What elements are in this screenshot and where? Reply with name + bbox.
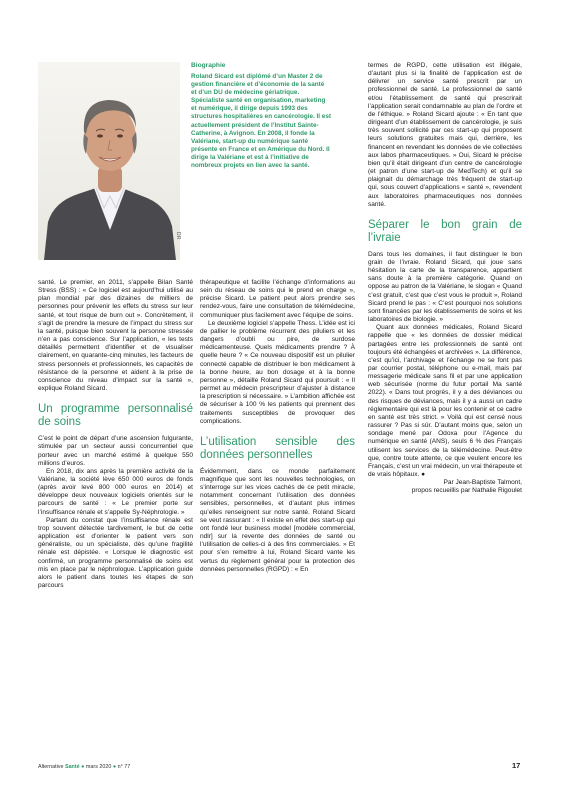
footer-magazine-brand: Santé bbox=[64, 764, 80, 770]
section-heading-donnees: L’utilisation sensible des données personnelles bbox=[200, 435, 355, 461]
footer-magazine bbox=[38, 764, 130, 770]
middle-paragraph-3: Évidemment, dans ce monde parfaitement magnifique que sont les nouvelles technologies, on s’interroge sur les vices cachés de ce petit miracle, notamment concernant l’utilisation des données sensibles, personnelles, et d’autant plus intimes qu’elles renseignent sur notre santé. Roland Sicard se veut rassurant : « Il existe en effet des start-up qui ont fondé leur business model [modèle commercial, ndlr] sur la revente des données de santé ou l’utilisation de celles-ci à des fins commerciales. » Et pour s’en remettre à lui, Roland Sicard vante les vertus du règlement général pour la protection des données personnelles (RGPD) : « En bbox=[200, 467, 355, 573]
right-paragraph-2: Dans tous les domaines, il faut distinguer le bon grain de l’ivraie. Roland Sicard, qui joue sans hésitation la carte de la transparence, appartient sans doute à la première catégorie. Quand on oppose au patron de la Valériane, le slogan « Quand c’est gratuit, c’est que c’est vous le produit », Roland Sicard prend le pas : « C’est pourquoi nos solutions sont financées par les établissements de soins et les laboratoires de biologie. » bbox=[368, 250, 522, 324]
footer-number: n° 77 bbox=[117, 764, 131, 770]
biography-title: Biographie bbox=[191, 62, 226, 69]
left-column bbox=[38, 279, 193, 590]
portrait-photo bbox=[38, 62, 180, 260]
page-number: 17 bbox=[512, 761, 521, 770]
footer-separator-icon: ● bbox=[81, 764, 85, 770]
right-column bbox=[368, 62, 522, 496]
biography-text: Roland Sicard est diplômé d’un Master 2 de gestion financière et d’économie de la santé et d’un DU de médecine gériatrique. Spécialiste santé en organisation, marketing et numérique, il dirige depuis 1993 des structures hospitalières en cancérologie. Il est actuellement président de l’Institut Sainte-Catherine, à Avignon. En 2008, il fonde la Valériane, start-up du numérique santé présente en France et en Amérique du Nord. Il dirige la Valériane et est à l’initiative de nombreux projets en lien avec la santé. bbox=[191, 73, 331, 170]
section-heading-programme: Un programme personnalisé de soins bbox=[38, 403, 193, 429]
middle-column bbox=[200, 279, 355, 574]
middle-paragraph-1: thérapeutique et facilite l’échange d’informations au sein du réseau de soins qui le prend en charge », précise Sicard. Le patient peut alors prendre ses rendez-vous, faire une consultation de télémédecine, communiquer plus facilement avec l’équipe de soins. bbox=[200, 279, 355, 319]
middle-paragraph-2: Le deuxième logiciel s’appelle Thess. L’idée est ici de pallier le problème récurrent des piluliers et les dangers d’oubli ou pire, de surdose médicamenteuse. Quels médicaments prendre ? À quelle heure ? « Ce nouveau dispositif est un pilulier connecté capable de distribuer le bon médicament à la bonne heure, au bon dosage et à la bonne personne », détaille Roland Sicard qui poursuit : « Il permet au médecin prescripteur d’ajuster à distance la prescription si nécessaire. » L’ambition affichée est de sécuriser à 100 % les patients qui prennent des traitements susceptibles de provoquer des complications. bbox=[200, 319, 355, 425]
signature-line-2: propos recueillis par Nathalie Rigoulet bbox=[411, 487, 522, 495]
footer-separator-icon: ● bbox=[112, 764, 117, 770]
right-paragraph-1: termes de RGPD, cette utilisation est illégale, d’autant plus si la finalité de l’application est de délivrer un service santé prescrit par un professionnel de santé. Le professionnel de santé et/ou l’établissement de santé qui prescrirait l’application serait condamnable au plan de l’ordre et de l’éthique. » Roland Sicard ajoute : « En tant que dirigeant d’un établissement de cancérologie, je suis très souvent sollicité par ces start-up qui proposent leurs solutions gratuites mais qui, derrière, les financent en revendant les données de vie collectées aux labos pharmaceutiques. » Oui, Sicard le précise bien qu’il était dirigeant d’un centre de cancérologie (et patron d’une start-up de MedTech) et qu’il se plaignait du démarchage très fréquent de start-up qui, sous couvert d’applications « santé », revendent aux laboratoires pharmaceutiques nos données santé. bbox=[368, 62, 522, 208]
footer-issue: mars 2020 bbox=[85, 764, 112, 770]
biography-box bbox=[191, 62, 331, 170]
signature-line-1: Par Jean-Baptiste Talmont, bbox=[443, 479, 522, 487]
section-heading-ivraie: Séparer le bon grain de l’ivraie bbox=[368, 218, 522, 244]
left-paragraph-3: En 2018, dix ans après la première activité de la Valériane, la société lève 650 000 euros de fonds (après avoir levé 800 000 euros en 2014) et développe deux nouveaux logiciels orientés sur le parcours de santé : « Le premier porte sur l’insuffisance rénale et s’appelle Sy-Néphrologie. » bbox=[38, 467, 193, 516]
right-paragraph-3: Quant aux données médicales, Roland Sicard rappelle que « les données de dossier médical partagées entre les professionnels de santé ont toujours été échangées et archivées ». La différence, c’est qu’ici, l’archivage et l’échange ne se font pas par courrier postal, téléphone ou e-mail, mais par messagerie médicale sans fil et par une application web sécurisée (norme du futur portail Ma santé 2022). « Dans tout progrès, il y a des déviances ou des risques de déviances, mais il y a aussi un cadre réglementaire qui est là pour les contenir et ce cadre en santé est très strict. » Voilà qui est censé nous rassurer ? Pas si sûr. D’autant moins que, selon un sondage mené par Odoxa pour l’Agence du numérique en santé (ANS), seuls 6 % des Français utilisent les services de la télémédecine. Peut-être que, contre toute attente, ce que veulent encore les Français, c’est un vrai médecin, un vrai thérapeute et de vrais hôpitaux. ● bbox=[368, 324, 522, 479]
left-paragraph-4: Partant du constat que l’insuffisance rénale est trop souvent détectée tardivement, le but de cette application est d’orienter le patient vers son généraliste, ou un spécialiste, dès qu’une fragilité rénale est dépistée. « Lorsque le diagnostic est confirmé, un programme personnalisé de soins est mis en place par le néphrologue. L’application guide alors le patient dans toutes les étapes de son parcours bbox=[38, 516, 193, 589]
photo-credit: DR bbox=[175, 232, 181, 240]
footer-magazine-name: Alternative bbox=[38, 764, 64, 770]
left-paragraph-2: C’est le point de départ d’une ascension fulgurante, stimulée par un secteur aussi concurrentiel que porteur avec un marché estimé à quelque 550 millions d’euros. bbox=[38, 435, 193, 467]
left-paragraph-1: santé. Le premier, en 2011, s’appelle Bilan Santé Stress (BSS) : « Ce logiciel est aujourd’hui utilisé au plan mondial par des dizaines de milliers de personnes pour prévenir les effets du stress sur leur santé, et tout risque de burn out ». Concrètement, il s’agit de prendre la mesure de l’impact du stress sur la santé, puisque bien souvent la personne stressée n’en a pas conscience. Sur l’application, « les tests détaillés permettent d’identifier et de visualiser clairement, en quarante-cinq minutes, les facteurs de stress personnels et professionnels, les capacités de résistance de la personne et aident à la prise de conscience du niveau d’impact sur la santé », explique Roland Sicard. bbox=[38, 279, 193, 393]
